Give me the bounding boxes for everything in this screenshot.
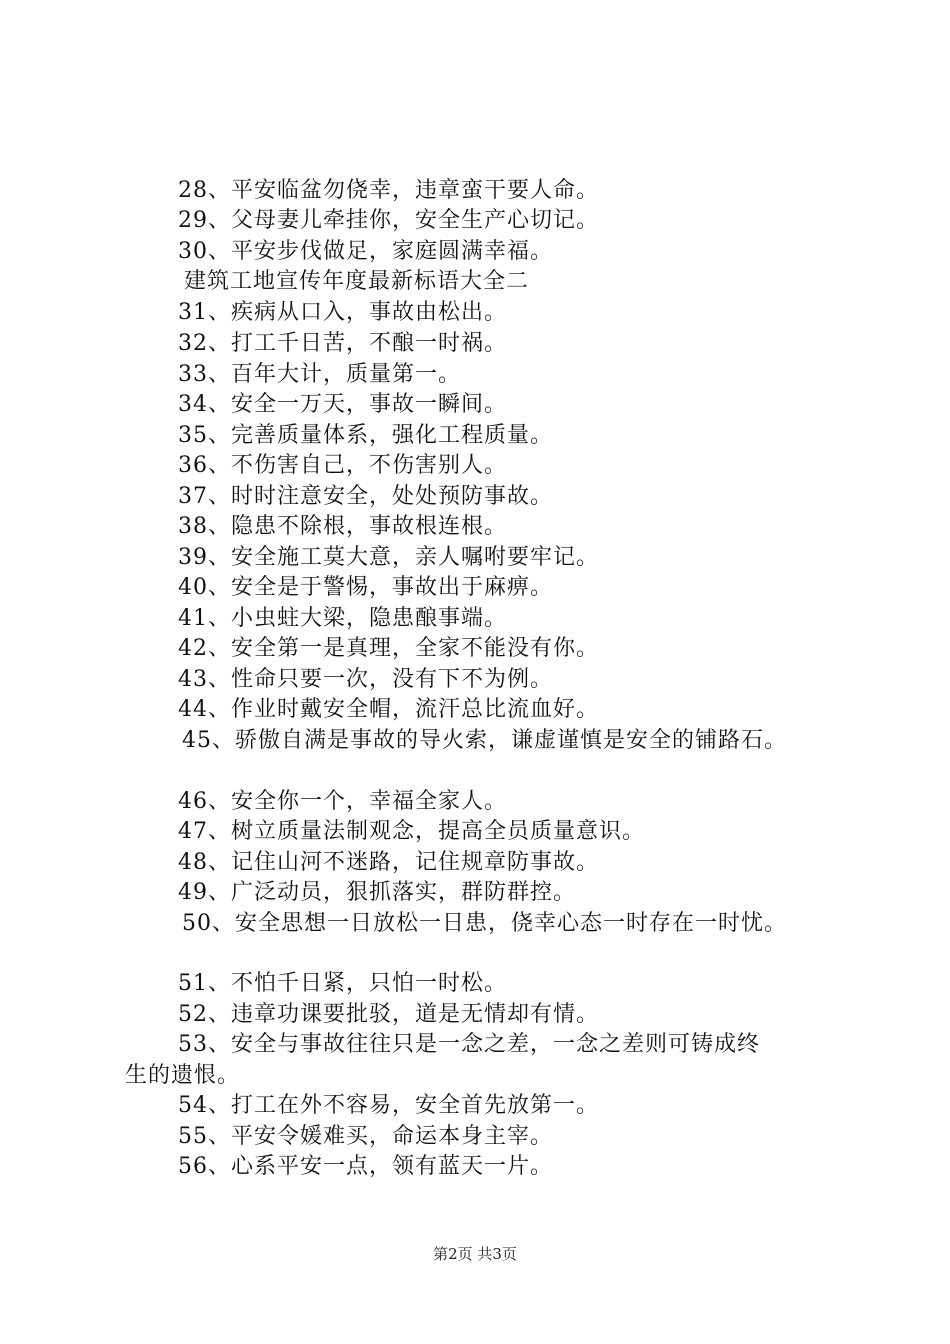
slogan-line-35: 35、完善质量体系，强化工程质量。 (178, 423, 553, 448)
slogan-line-52: 52、违章功课要批驳，道是无情却有情。 (178, 1002, 599, 1027)
slogan-line-48: 48、记住山河不迷路，记住规章防事故。 (178, 850, 599, 875)
slogan-line-47: 47、树立质量法制观念，提高全员质量意识。 (178, 819, 645, 844)
slogan-line-38: 38、隐患不除根，事故根连根。 (178, 514, 507, 539)
slogan-line-46: 46、安全你一个，幸福全家人。 (178, 789, 507, 814)
slogan-line-36: 36、不伤害自己，不伤害别人。 (178, 453, 507, 478)
slogan-line-42: 42、安全第一是真理，全家不能没有你。 (178, 636, 599, 661)
page-footer: 第2页 共3页 (433, 1245, 517, 1263)
slogan-line-51: 51、不怕千日紧，只怕一时松。 (178, 971, 507, 996)
slogan-line-43: 43、性命只要一次，没有下不为例。 (178, 667, 553, 692)
slogan-line-53-continuation: 生的遗恨。 (125, 1063, 241, 1088)
slogan-line-37: 37、时时注意安全，处处预防事故。 (178, 484, 553, 509)
slogan-line-32: 32、打工千日苦，不酿一时祸。 (178, 331, 507, 356)
slogan-line-50: 50、安全思想一日放松一日患，侥幸心态一时存在一时忧。 (182, 911, 787, 936)
slogan-line-28: 28、平安临盆勿侥幸，违章蛮干要人命。 (178, 178, 599, 203)
slogan-line-44: 44、作业时戴安全帽，流汗总比流血好。 (178, 697, 599, 722)
slogan-line-54: 54、打工在外不容易，安全首先放第一。 (178, 1093, 599, 1118)
section-heading: 建筑工地宣传年度最新标语大全二 (184, 269, 530, 294)
slogan-line-40: 40、安全是于警惕，事故出于麻痹。 (178, 575, 553, 600)
slogan-line-53: 53、安全与事故往往只是一念之差，一念之差则可铸成终 (178, 1032, 760, 1057)
slogan-line-34: 34、安全一万天，事故一瞬间。 (178, 392, 507, 417)
slogan-line-33: 33、百年大计，质量第一。 (178, 362, 461, 387)
slogan-line-30: 30、平安步伐做足，家庭圆满幸福。 (178, 239, 553, 264)
slogan-line-41: 41、小虫蛀大梁，隐患酿事端。 (178, 606, 507, 631)
slogan-line-45: 45、骄傲自满是事故的导火索，谦虚谨慎是安全的铺路石。 (182, 728, 787, 753)
slogan-line-56: 56、心系平安一点，领有蓝天一片。 (178, 1154, 553, 1179)
slogan-line-49: 49、广泛动员，狠抓落实，群防群控。 (178, 880, 576, 905)
slogan-line-55: 55、平安令媛难买，命运本身主宰。 (178, 1124, 553, 1149)
slogan-line-31: 31、疾病从口入，事故由松出。 (178, 300, 507, 325)
slogan-line-39: 39、安全施工莫大意，亲人嘱咐要牢记。 (178, 545, 599, 570)
slogan-line-29: 29、父母妻儿牵挂你，安全生产心切记。 (178, 208, 599, 233)
